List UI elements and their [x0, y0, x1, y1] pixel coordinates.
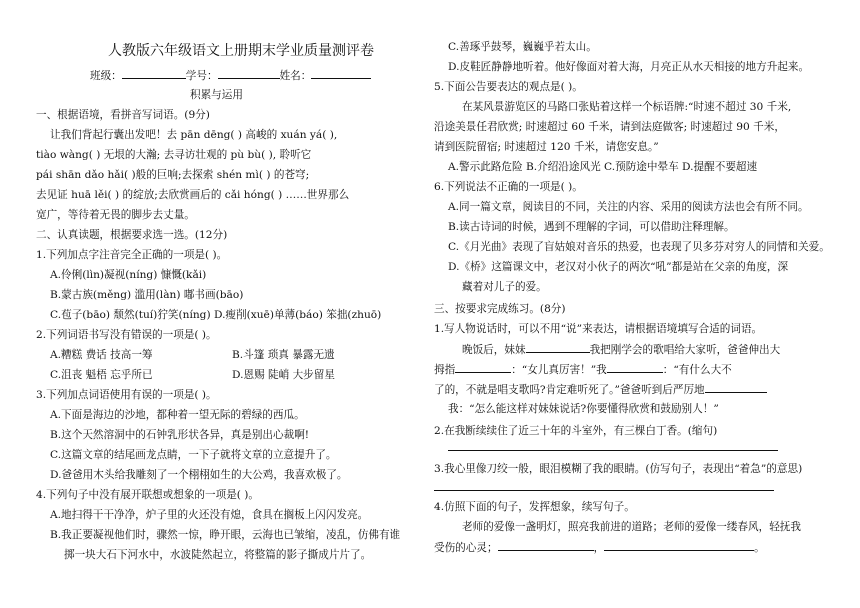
exam-title: 人教版六年级语文上册期末学业质量测评卷	[108, 43, 374, 59]
question-text: 3.下列加点词语使用有误的一项是( )。	[36, 389, 217, 401]
option-text: A.糟糕 费话 技高一筹	[50, 349, 153, 361]
passage-text: 请到医院留宿; 时速超过 120 千米，请您安息。”	[434, 141, 659, 153]
question-text: 6.下列说法不正确的一项是( )。	[434, 181, 583, 193]
option-text: C.沮丧 魁梧 忘乎所已	[50, 369, 153, 381]
option-text: A.地扫得干干净净，炉子里的火还没有熄，食具在搁板上闪闪发亮。	[50, 509, 369, 521]
fill-line: 晚饭后，妹妹 我把刚学会的歌唱给大家听，爸爸伸出大	[462, 344, 781, 356]
option-text: C.这篇文章的结尾画龙点睛，一下子就将文章的立意提升了。	[50, 449, 337, 461]
option-text: 掷一块大石下河水中，水波陡然起立，将整篇的影子撕成片片了。	[64, 549, 372, 561]
class-label: 班级： 学号： 姓名：	[90, 68, 371, 83]
option-text: A.下面是海边的沙地，都种着一望无际的碧绿的西瓜。	[50, 409, 305, 421]
option-text: D.《桥》这篇课文中，老汉对小伙子的两次“吼”都是站在父亲的角度，深	[448, 261, 789, 273]
question-text: 2.下列词语书写没有错误的一项是( )。	[36, 329, 217, 341]
question-text: 3.我心里像刀绞一般，眼泪模糊了我的眼睛。(仿写句子，表现出“着急”的意思)	[434, 463, 803, 475]
question-text: 去见证 huā lěi( ) 的绽放;去欣赏画后的 cǎi hóng( ) ……世界那么	[36, 189, 350, 201]
option-text: A.同一篇文章，阅读目的不同，关注的内容、采用的阅读方法也会有所不同。	[448, 201, 809, 213]
section-heading: 积累与运用	[190, 89, 243, 101]
question-text: tiào wàng( ) 无垠的大瀚; 去寻访壮观的 pù bù( ), 聆听它	[36, 149, 312, 161]
option-text: A.伶俐(lìn)凝视(níng) 慷慨(kǎi)	[50, 269, 207, 281]
question-text: 1.下列加点字注音完全正确的一项是( )。	[36, 249, 228, 261]
question-heading: 二、认真读题，根据要求选一选。(12分)	[36, 229, 228, 241]
option-text: 藏着对儿子的爱。	[462, 281, 547, 293]
fill-line: 了的，不就是唱支歌吗?肯定难听死了。”爸爸听到后严厉地	[434, 382, 767, 397]
answer-line[interactable]	[434, 490, 774, 491]
question-text: 让我们背起行囊出发吧！去 pān dēng( ) 高峻的 xuán yá( ),	[50, 129, 338, 141]
question-text: pái shān dǎo hǎi( )般的巨响;去探索 shén mì( ) 的苍穹;	[36, 169, 310, 181]
passage-text: 我：“怎么能这样对妹妹说话?你要懂得欣赏和鼓励别人！”	[448, 403, 719, 415]
option-text: C.《月光曲》表现了盲姑娘对音乐的热爱，也表现了贝多芬对穷人的同情和关爱。	[448, 241, 830, 253]
question-text: 宽广，等待着无畏的脚步去丈量。	[36, 209, 195, 221]
question-text: 4.仿照下面的句子，发挥想象，续写句子。	[434, 501, 635, 513]
option-text: A.警示此路危险 B.介绍沿途风光 C.预防途中晕车 D.提醒不要超速	[448, 161, 758, 173]
answer-blank[interactable]	[498, 540, 594, 551]
answer-blank[interactable]	[607, 362, 663, 373]
passage-text: 沿途美景任君欣赏; 时速超过 60 千米，请到法庭做客; 时速超过 90 千米，	[434, 121, 785, 133]
answer-blank[interactable]	[455, 362, 511, 373]
answer-blank[interactable]	[705, 382, 767, 393]
answer-line[interactable]	[448, 450, 778, 451]
question-text: 5.下面公告要表达的观点是( )。	[434, 81, 583, 93]
passage-text: 老师的爱像一盏明灯，照亮我前进的道路；老师的爱像一缕春风，轻抚我	[462, 521, 801, 533]
fill-line: 受伤的心灵； ， 。	[434, 542, 765, 554]
option-text: B.这个天然溶洞中的石钟乳形状各异，真是别出心裁啊!	[50, 429, 310, 441]
option-text: B.我正要凝视他们时，骤然一惊，睁开眼，云海也已皱缩，凌乱，仿佛有谁	[50, 529, 401, 541]
answer-blank[interactable]	[604, 540, 754, 551]
question-text: 4.下列句子中没有展开联想或想象的一项是( )。	[36, 489, 260, 501]
question-text: 1.写人物说话时，可以不用“说”来表达，请根据语境填写合适的词语。	[434, 323, 763, 335]
passage-text: 在某风景游览区的马路口张贴着这样一个标语牌:“时速不超过 30 千米,	[462, 101, 792, 113]
option-text: C.善琢乎鼓琴，巍巍乎若太山。	[448, 41, 597, 53]
answer-blank[interactable]	[526, 342, 590, 353]
question-heading: 一、根据语境，看拼音写词语。(9分)	[36, 109, 210, 121]
option-text: D.皮鞋匠静静地听着。他好像面对着大海，月亮正从水天相接的地方升起来。	[448, 61, 810, 73]
option-text: D.恩赐 陡峭 大步留星	[232, 369, 335, 381]
option-text: D.爸爸用木头给我雕刻了一个栩栩如生的大公鸡，我喜欢极了。	[50, 469, 348, 481]
fill-line: 拇指 ：“女儿真厉害！”我 ：“有什么大不	[434, 364, 732, 376]
name-blank[interactable]	[311, 68, 371, 79]
question-heading: 三、按要求完成练习。(8分)	[434, 303, 566, 315]
option-text: B.读古诗词的时候，遇到不理解的字词，可以借助注释理解。	[448, 221, 735, 233]
option-text: B.蒙古族(měng) 滥用(làn) 嘟书画(bāo)	[50, 289, 244, 301]
class-blank[interactable]	[122, 68, 186, 79]
option-text: C.苞子(bāo) 颓然(tuí)狞笑(níng) D.瘦削(xuē)单薄(báo) 笨拙(zhuō)	[50, 309, 382, 321]
student-id-blank[interactable]	[218, 68, 280, 79]
question-text: 2.在我断续续住了近三十年的斗室外，有三棵白丁香。(缩句)	[434, 425, 718, 437]
option-text: B.斗篷 琐真 暴露无遗	[232, 349, 335, 361]
